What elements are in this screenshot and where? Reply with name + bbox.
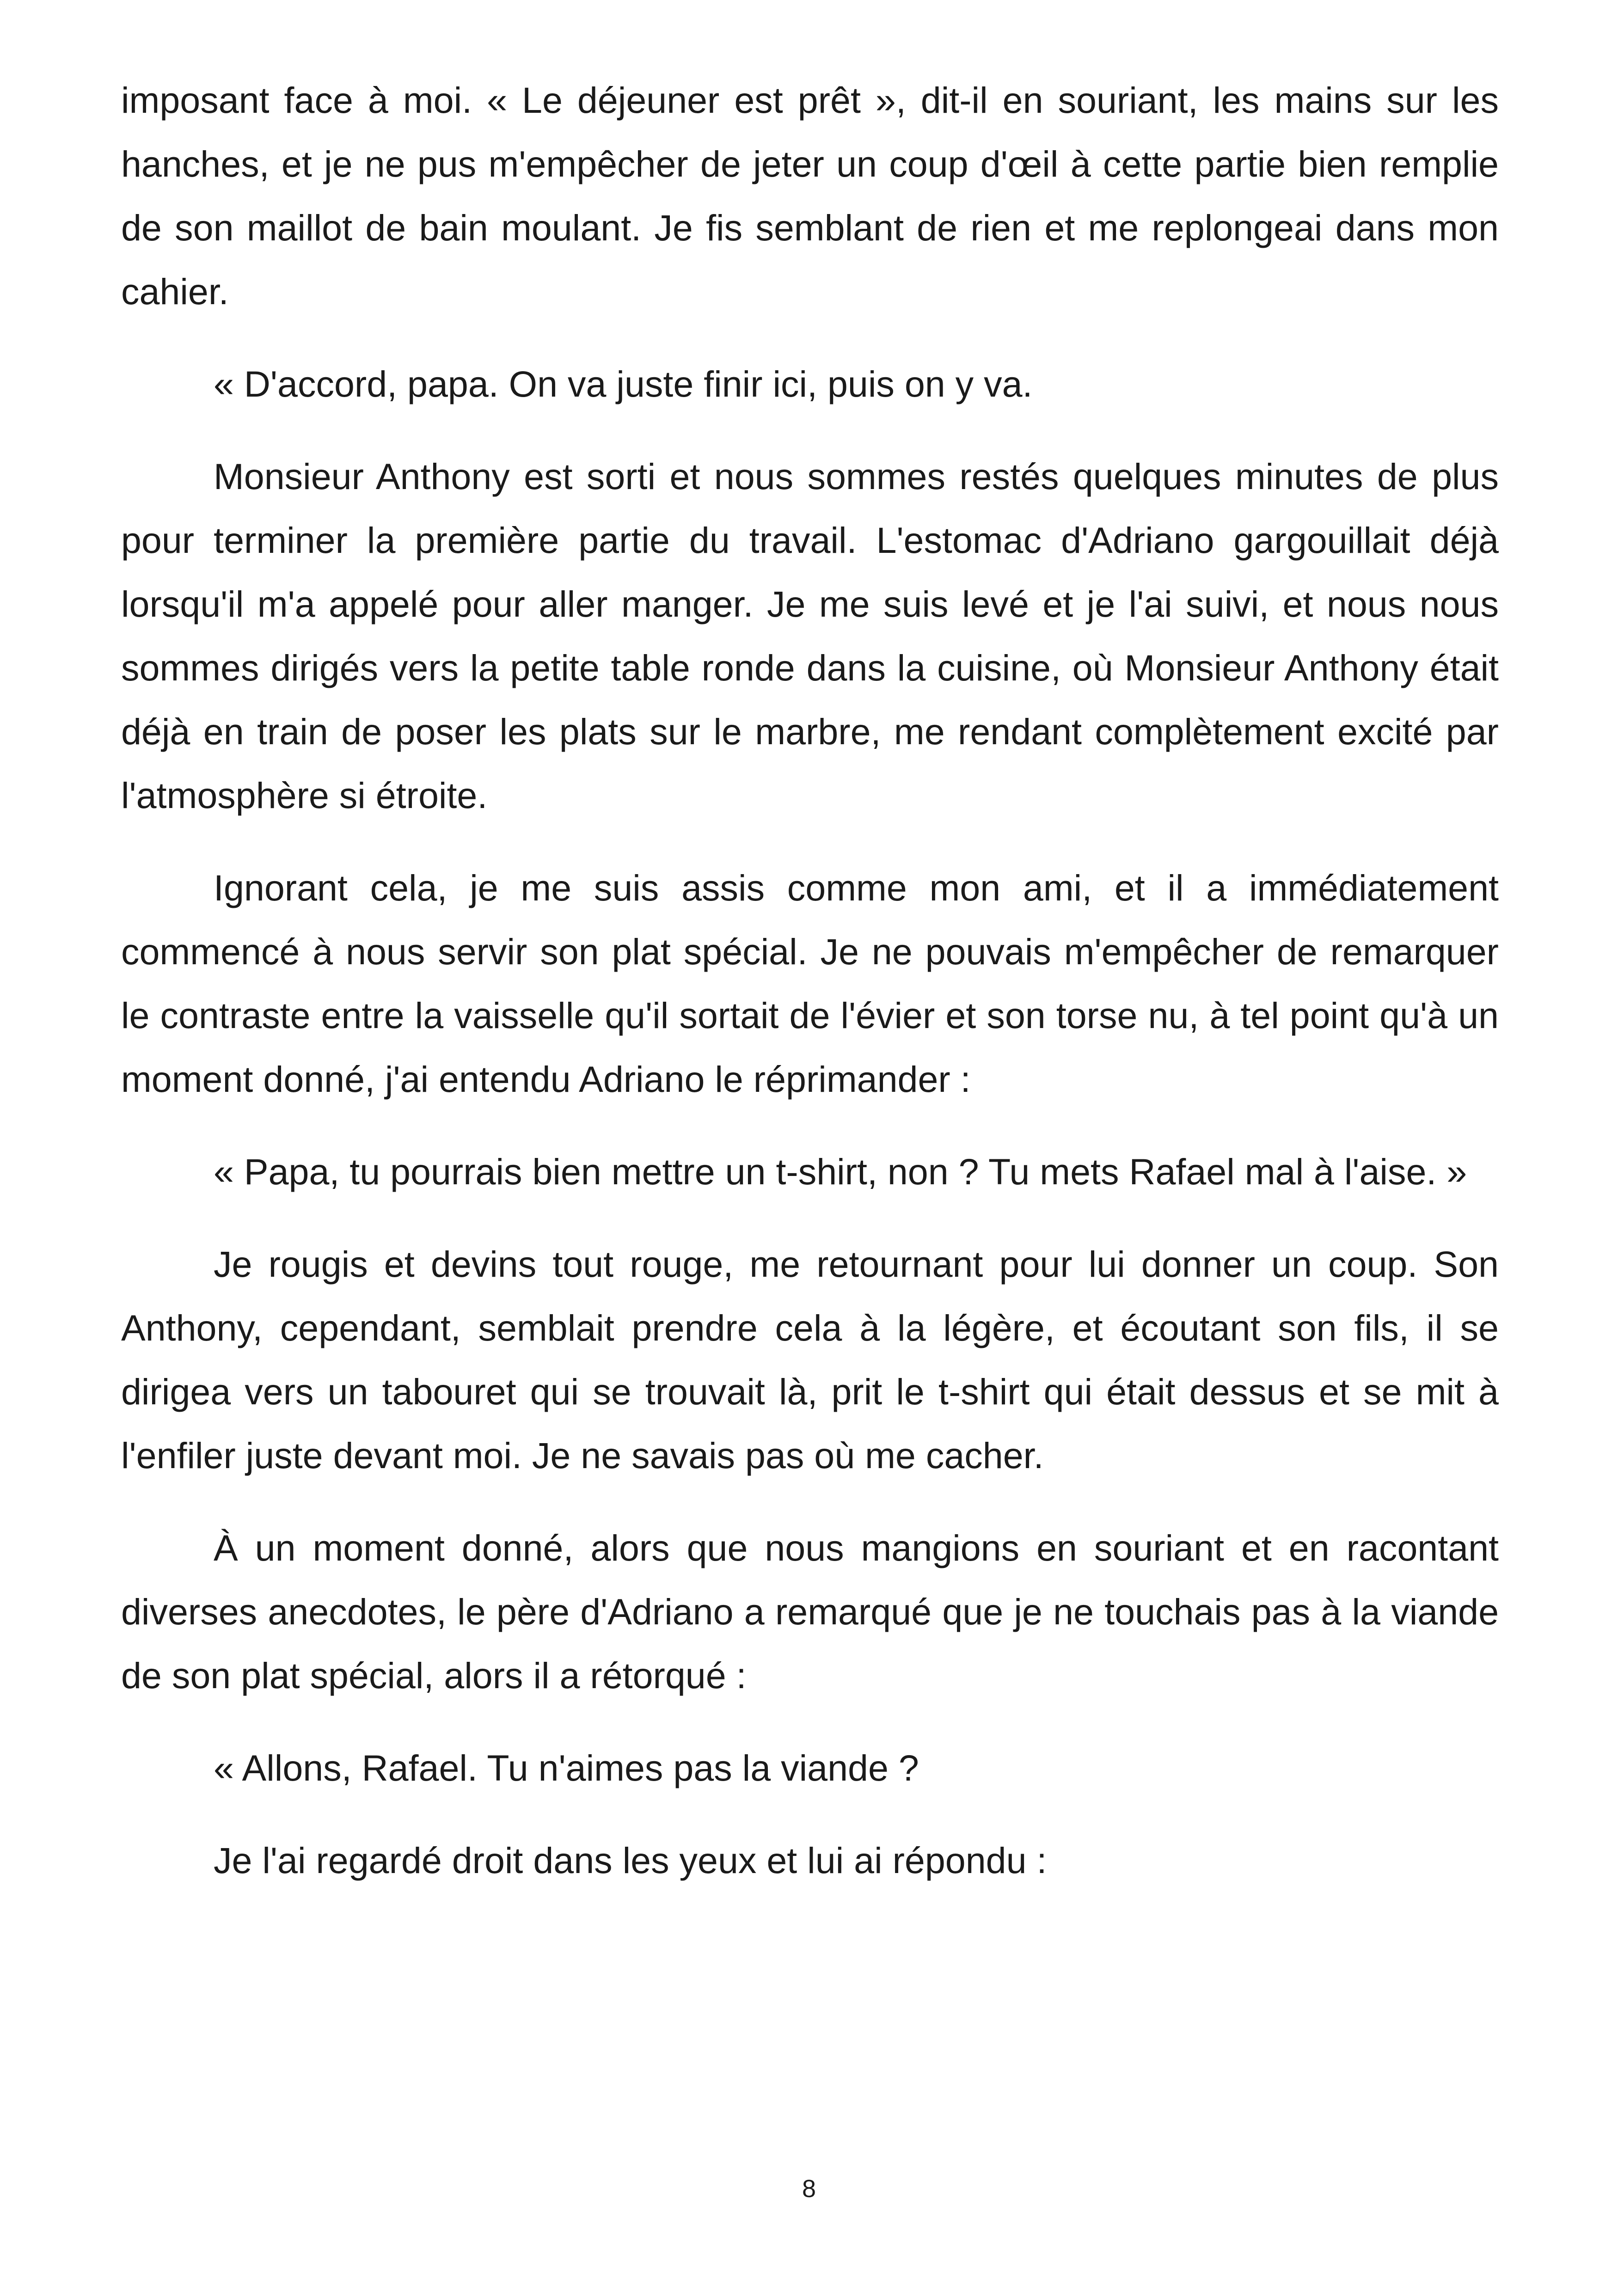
paragraph-3: Monsieur Anthony est sorti et nous sommes restés quelques minutes de plus pour terminer la première partie du travail. L'estomac d'Adriano gargouillait déjà lorsqu'il m'a appelé pour aller manger. Je me suis levé et je l'ai suivi, et nous nous sommes dirigés vers la petite table ronde dans la cuisine, où Monsieur Anthony était déjà en train de poser les plats sur le marbre, me rendant complètement excité par l'atmosphère si étroite. — [121, 456, 1499, 816]
page-number: 8 — [802, 2175, 816, 2203]
paragraph-6: Je rougis et devins tout rouge, me retournant pour lui donner un coup. Son Anthony, cependant, semblait prendre cela à la légère, et écoutant son fils, il se dirigea vers un tabouret qui se trouvait là, prit le t-shirt qui était dessus et se mit à l'enfiler juste devant moi. Je ne savais pas où me cacher. — [121, 1243, 1499, 1476]
paragraph-9: Je l'ai regardé droit dans les yeux et lui ai répondu : — [214, 1840, 1047, 1881]
paragraph-1: imposant face à moi. « Le déjeuner est prêt », dit-il en souriant, les mains sur les hanches, et je ne pus m'empêcher de jeter un coup d'œil à cette partie bien remplie de son maillot de bain moulant. Je fis semblant de rien et me replongeai dans mon cahier. — [121, 80, 1499, 312]
paragraph-5: « Papa, tu pourrais bien mettre un t-shirt, non ? Tu mets Rafael mal à l'aise. » — [214, 1151, 1467, 1192]
paragraph-4: Ignorant cela, je me suis assis comme mon ami, et il a immédiatement commencé à nous servir son plat spécial. Je ne pouvais m'empêcher de remarquer le contraste entre la vaisselle qu'il sortait de l'évier et son torse nu, à tel point qu'à un moment donné, j'ai entendu Adriano le réprimander : — [121, 867, 1499, 1100]
paragraph-7: À un moment donné, alors que nous mangions en souriant et en racontant diverses anecdotes, le père d'Adriano a remarqué que je ne touchais pas à la viande de son plat spécial, alors il a rétorqué : — [121, 1527, 1499, 1696]
paragraph-8: « Allons, Rafael. Tu n'aimes pas la viande ? — [214, 1747, 919, 1788]
paragraph-2: « D'accord, papa. On va juste finir ici, puis on y va. — [214, 363, 1033, 404]
body-text — [121, 68, 1499, 1921]
